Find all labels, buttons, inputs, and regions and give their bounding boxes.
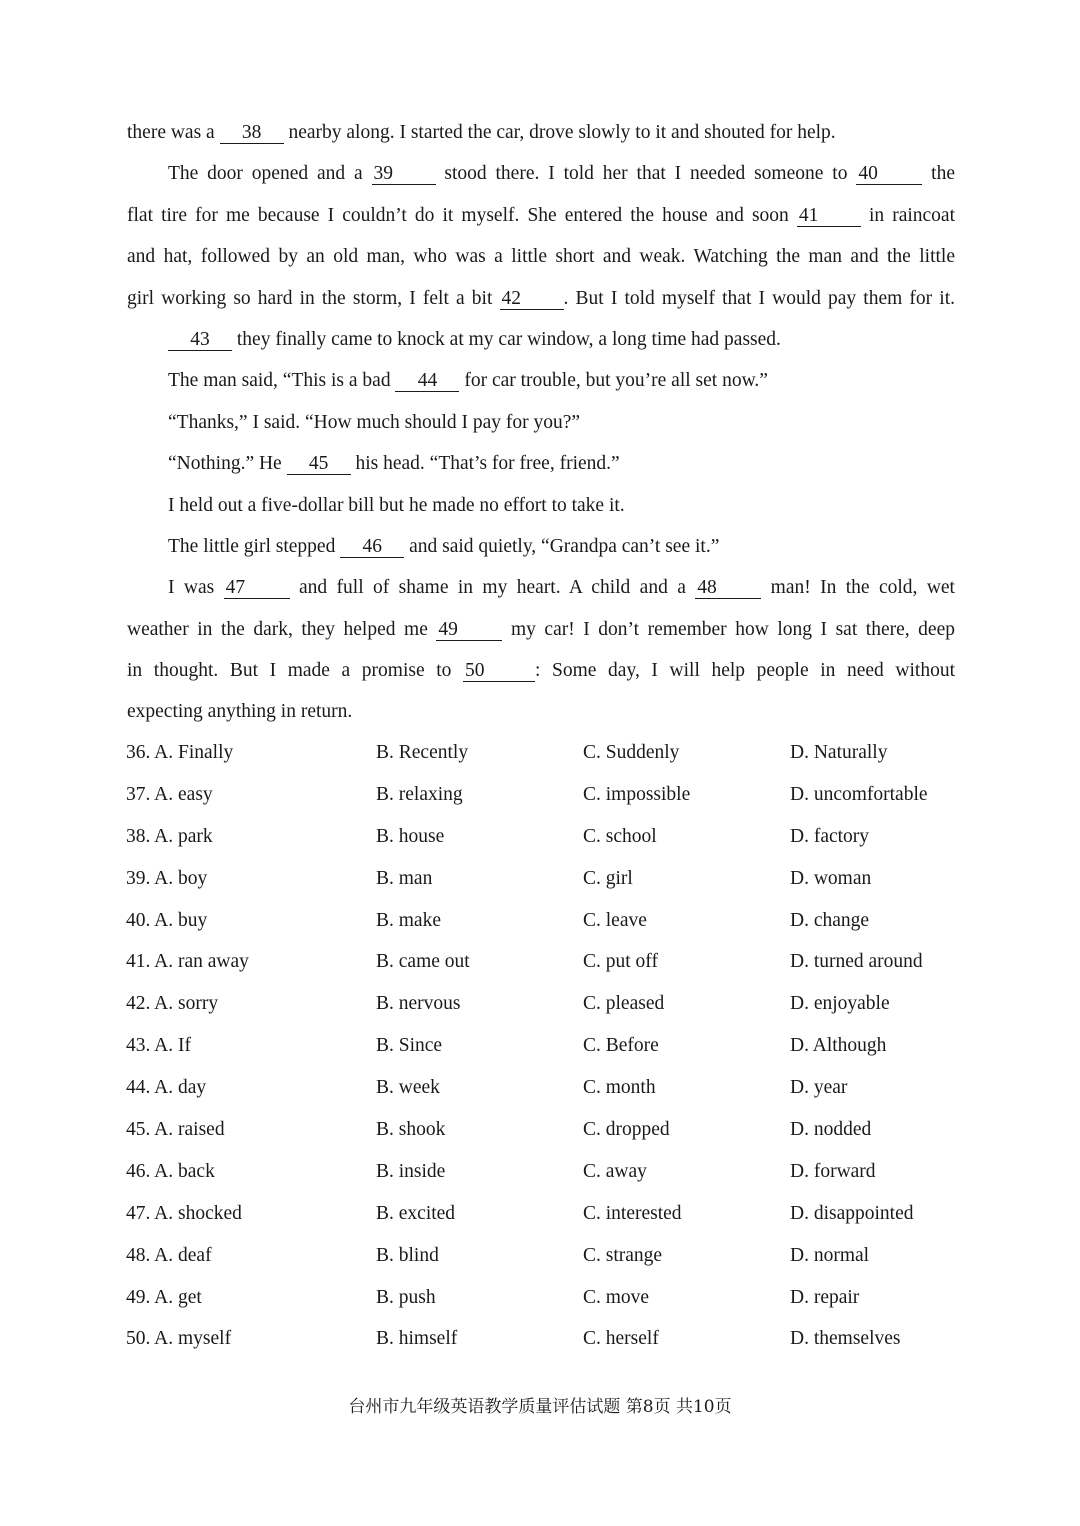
blank-45: 45 — [287, 454, 351, 475]
option-c: C. month — [583, 1077, 656, 1099]
option-a: 49. A. get — [126, 1286, 202, 1308]
option-c: C. away — [583, 1160, 647, 1182]
blank-42: 42 — [500, 289, 564, 310]
blank-50: 50 — [463, 661, 535, 682]
option-d: D. repair — [790, 1286, 860, 1308]
blank-40: 40 — [856, 164, 922, 185]
option-b: B. himself — [376, 1328, 458, 1350]
answer-options — [126, 732, 956, 1360]
option-b: B. Recently — [376, 742, 469, 763]
option-a: 41. A. ran away — [126, 951, 249, 973]
passage-line: flat tire for me because I couldn’t do it myself. She entered the house and soon 41 in raincoat — [127, 204, 955, 226]
option-a: 36. A. Finally — [126, 742, 234, 763]
option-b: B. push — [376, 1286, 436, 1308]
question-44 — [126, 1067, 956, 1109]
option-b: B. excited — [376, 1202, 456, 1224]
passage-line: and hat, followed by an old man, who was a little short and weak. Watching the man and the little — [127, 246, 955, 268]
option-d: D. turned around — [790, 951, 923, 973]
passage-line: The man said, “This is a bad 44 for car trouble, but you’re all set now.” — [168, 370, 768, 392]
option-c: C. move — [583, 1286, 650, 1308]
question-42 — [126, 983, 956, 1025]
option-b: B. came out — [376, 951, 470, 973]
option-a: 46. A. back — [126, 1160, 215, 1182]
option-c: C. leave — [583, 909, 647, 931]
option-d: D. change — [790, 909, 870, 931]
question-43 — [126, 1025, 956, 1067]
question-48 — [126, 1235, 956, 1277]
blank-49: 49 — [436, 620, 502, 641]
option-a: 39. A. boy — [126, 867, 208, 889]
cloze-passage — [127, 112, 955, 733]
option-d: D. enjoyable — [790, 993, 890, 1015]
option-c: C. Before — [583, 1035, 659, 1057]
option-d: D. themselves — [790, 1328, 901, 1350]
option-c: C. pleased — [583, 993, 665, 1015]
option-b: B. blind — [376, 1244, 439, 1266]
option-a: 44. A. day — [126, 1077, 207, 1099]
option-b: B. Since — [376, 1035, 443, 1057]
option-c: C. dropped — [583, 1119, 670, 1141]
question-37 — [126, 774, 956, 816]
option-b: B. house — [376, 825, 445, 847]
option-d: D. forward — [790, 1160, 876, 1182]
blank-47: 47 — [224, 578, 290, 599]
option-c: C. Suddenly — [583, 742, 680, 763]
blank-39: 39 — [372, 164, 436, 185]
option-c: C. strange — [583, 1244, 663, 1266]
blank-43: 43 — [168, 330, 232, 351]
option-d: D. Although — [790, 1035, 887, 1057]
question-50 — [126, 1318, 956, 1360]
option-c: C. put off — [583, 951, 658, 973]
question-36 — [126, 732, 956, 774]
option-d: D. normal — [790, 1244, 870, 1266]
option-a: 42. A. sorry — [126, 993, 219, 1015]
blank-46: 46 — [340, 537, 404, 558]
passage-line: I held out a five-dollar bill but he made no effort to take it. — [168, 494, 625, 516]
option-b: B. nervous — [376, 993, 461, 1015]
passage-line: The little girl stepped 46 and said quietly, “Grandpa can’t see it.” — [168, 535, 720, 557]
option-d: D. woman — [790, 867, 872, 889]
option-c: C. school — [583, 825, 657, 847]
option-c: C. interested — [583, 1202, 682, 1224]
blank-38: 38 — [220, 123, 284, 144]
option-a: 45. A. raised — [126, 1119, 225, 1141]
passage-line: The door opened and a 39 stood there. I told her that I needed someone to 40 the — [168, 163, 956, 185]
option-a: 43. A. If — [126, 1035, 191, 1057]
blank-48: 48 — [695, 578, 761, 599]
blank-44: 44 — [395, 371, 459, 392]
option-b: B. relaxing — [376, 783, 463, 805]
option-a: 47. A. shocked — [126, 1202, 242, 1224]
passage-line: expecting anything in return. — [127, 701, 353, 723]
option-c: C. girl — [583, 867, 633, 889]
question-47 — [126, 1193, 956, 1235]
option-b: B. shook — [376, 1119, 446, 1141]
option-d: D. disappointed — [790, 1202, 914, 1224]
option-b: B. week — [376, 1077, 440, 1099]
question-38 — [126, 816, 956, 858]
question-46 — [126, 1151, 956, 1193]
option-a: 48. A. deaf — [126, 1244, 212, 1266]
option-b: B. man — [376, 867, 433, 889]
option-c: C. herself — [583, 1328, 659, 1350]
question-40 — [126, 900, 956, 942]
passage-line: 43 they finally came to knock at my car window, a long time had passed. — [127, 319, 955, 360]
option-b: B. make — [376, 909, 441, 931]
option-d: D. nodded — [790, 1119, 872, 1141]
option-b: B. inside — [376, 1160, 446, 1182]
passage-line: “Nothing.” He 45 his head. “That’s for free, friend.” — [168, 453, 620, 475]
option-a: 37. A. easy — [126, 783, 213, 805]
passage-line: I was 47 and full of shame in my heart. A child and a 48 man! In the cold, wet — [168, 577, 955, 599]
option-d: D. Naturally — [790, 742, 888, 763]
option-a: 38. A. park — [126, 825, 213, 847]
passage-line: there was a 38 nearby along. I started the car, drove slowly to it and shouted for help. — [127, 122, 836, 143]
option-a: 40. A. buy — [126, 909, 208, 931]
blank-41: 41 — [797, 206, 861, 227]
question-49 — [126, 1277, 956, 1319]
question-45 — [126, 1109, 956, 1151]
page-footer: 台州市九年级英语教学质量评估试题 第8页 共10页 — [348, 1397, 732, 1417]
option-a: 50. A. myself — [126, 1328, 232, 1350]
passage-line: “Thanks,” I said. “How much should I pay for you?” — [168, 411, 581, 433]
question-39 — [126, 858, 956, 900]
option-d: D. year — [790, 1077, 848, 1099]
passage-line: weather in the dark, they helped me 49 my car! I don’t remember how long I sat there, deep — [127, 618, 955, 640]
question-41 — [126, 941, 956, 983]
option-c: C. impossible — [583, 783, 691, 805]
option-d: D. uncomfortable — [790, 783, 928, 805]
option-d: D. factory — [790, 825, 870, 847]
passage-line: girl working so hard in the storm, I felt a bit 42 . But I told myself that I would pay them for it. — [127, 287, 955, 309]
passage-line: in thought. But I made a promise to 50 : Some day, I will help people in need without — [127, 660, 956, 682]
